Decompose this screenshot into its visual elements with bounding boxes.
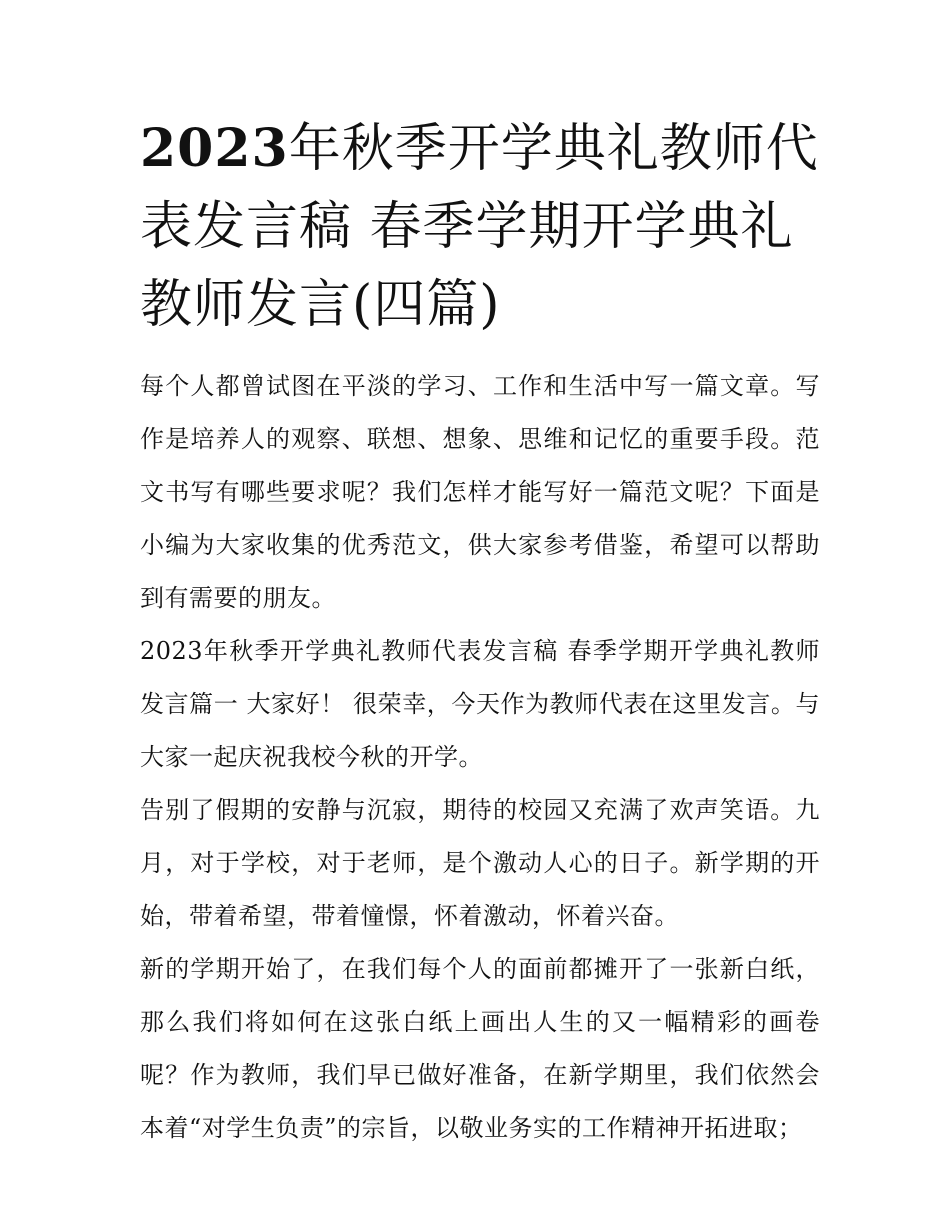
document-title <box>140 110 820 344</box>
paragraph-intro: 每个人都曾试图在平淡的学习、工作和生活中写一篇文章。写作是培养人的观察、联想、想象、思维和记忆的重要手段。范文书写有哪些要求呢？我们怎样才能写好一篇范文呢？下面是小编为大家收集的优秀范文，供大家参考借鉴，希望可以帮助到有需要的朋友。 <box>140 372 820 612</box>
title-year: 2023 <box>140 118 289 179</box>
paragraph-farewell-holiday: 告别了假期的安静与沉寂，期待的校园又充满了欢声笑语。九月，对于学校，对于老师，是个激动人心的日子。新学期的开始，带着希望，带着憧憬，怀着激动，怀着兴奋。 <box>140 796 820 930</box>
title-text: 年秋季开学典礼教师代表发言稿 春季学期开学典礼教师发言(四篇) <box>140 119 819 335</box>
paragraph-speech-opening: 2023年秋季开学典礼教师代表发言稿 春季学期开学典礼教师发言篇一 大家好！ 很荣幸，今天作为教师代表在这里发言。与大家一起庆祝我校今秋的开学。 <box>140 637 820 771</box>
paragraph-new-semester: 新的学期开始了，在我们每个人的面前都摊开了一张新白纸，那么我们将如何在这张白纸上画出人生的又一幅精彩的画卷呢？作为教师，我们早已做好准备，在新学期里，我们依然会本着“对学生负责”的宗旨，以敬业务实的工作精神开拓进取； <box>140 955 820 1142</box>
document-page <box>140 110 820 1155</box>
